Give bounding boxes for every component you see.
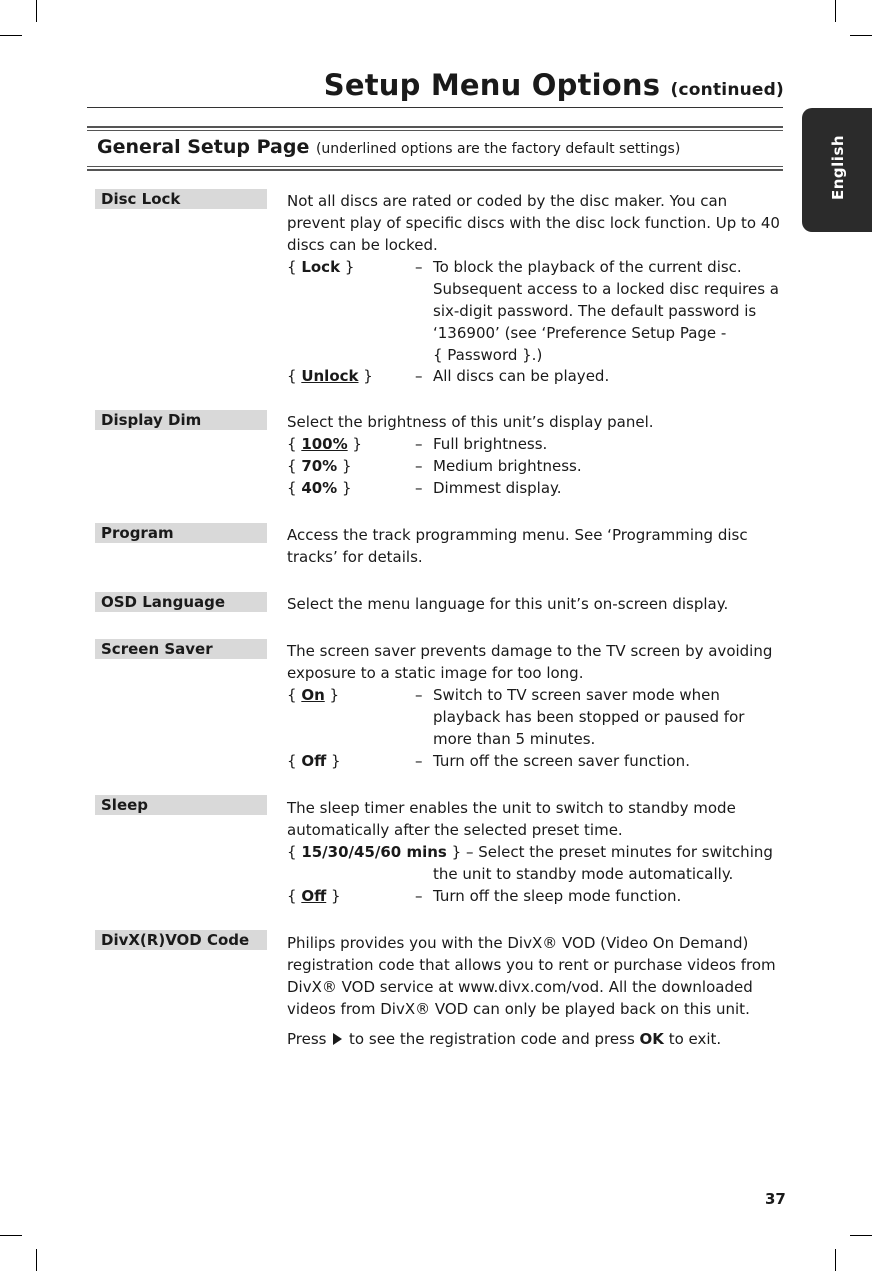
unlock-option: { Unlock } (287, 367, 373, 385)
crop-mark (850, 1235, 872, 1236)
osd-language-label: OSD Language (95, 592, 267, 612)
unlock-desc: All discs can be played. (433, 367, 610, 385)
crop-mark (0, 35, 22, 36)
screen-saver-intro-2: exposure to a static image for too long. (287, 664, 584, 682)
sleep-intro-2: automatically after the selected preset time. (287, 821, 623, 839)
sleep-label: Sleep (95, 795, 267, 815)
screen-saver-on-option: { On } (287, 686, 340, 704)
language-tab (802, 108, 872, 232)
lock-desc-5: { Password }.) (433, 346, 543, 364)
lock-desc-1: To block the playback of the current disc. (433, 258, 742, 276)
lock-desc-2: Subsequent access to a locked disc requires a (433, 280, 779, 298)
page-title: Setup Menu Options (continued) (323, 68, 784, 102)
divx-intro-2: registration code that allows you to rent or purchase videos from (287, 956, 776, 974)
screen-saver-label: Screen Saver (95, 639, 267, 659)
dash: – (415, 887, 423, 905)
disc-lock-intro-3: discs can be locked. (287, 236, 438, 254)
disc-lock-intro-1: Not all discs are rated or coded by the disc maker. You can (287, 192, 728, 210)
dim-100-option: { 100% } (287, 435, 362, 453)
program-intro-1: Access the track programming menu. See ‘Programming disc (287, 526, 748, 544)
dash: – (415, 752, 423, 770)
dim-40-option: { 40% } (287, 479, 352, 497)
crop-mark (850, 35, 872, 36)
crop-mark (0, 1235, 22, 1236)
crop-mark (835, 0, 836, 22)
lock-desc-4: ‘136900’ (see ‘Preference Setup Page - (433, 324, 727, 342)
dim-70-desc: Medium brightness. (433, 457, 582, 475)
dash: – (415, 258, 423, 276)
divx-press-line: Press to see the registration code and press OK to exit. (287, 1030, 722, 1048)
screen-saver-off-option: { Off } (287, 752, 341, 770)
dash: – (415, 435, 423, 453)
language-tab-label: English (829, 134, 847, 200)
program-label: Program (95, 523, 267, 543)
sleep-off-option: { Off } (287, 887, 341, 905)
program-intro-2: tracks’ for details. (287, 548, 423, 566)
dash: – (415, 457, 423, 475)
disc-lock-intro-2: prevent play of specific discs with the disc lock function. Up to 40 (287, 214, 780, 232)
crop-mark (36, 1249, 37, 1271)
screen-saver-on-desc-2: playback has been stopped or paused for (433, 708, 745, 726)
sleep-mins-option: { 15/30/45/60 mins } – Select the preset minutes for switching (287, 843, 773, 861)
section-rule-top-thin (87, 130, 783, 131)
crop-mark (36, 0, 37, 22)
section-title: General Setup Page (underlined options are the factory default settings) (97, 136, 681, 158)
title-rule (87, 107, 783, 108)
play-right-icon (333, 1033, 342, 1045)
lock-option: { Lock } (287, 258, 355, 276)
screen-saver-on-desc-1: Switch to TV screen saver mode when (433, 686, 720, 704)
screen-saver-intro-1: The screen saver prevents damage to the TV screen by avoiding (287, 642, 773, 660)
sleep-mins-desc-2: the unit to standby mode automatically. (433, 865, 734, 883)
divx-vod-label: DivX(R)VOD Code (95, 930, 267, 950)
divx-intro-1: Philips provides you with the DivX® VOD (Video On Demand) (287, 934, 749, 952)
dim-40-desc: Dimmest display. (433, 479, 562, 497)
osd-language-intro: Select the menu language for this unit’s on-screen display. (287, 595, 729, 613)
disc-lock-label: Disc Lock (95, 189, 267, 209)
section-rule-bottom (87, 169, 783, 171)
divx-intro-4: videos from DivX® VOD can only be played back on this unit. (287, 1000, 750, 1018)
screen-saver-off-desc: Turn off the screen saver function. (433, 752, 690, 770)
dim-70-option: { 70% } (287, 457, 352, 475)
lock-desc-3: six-digit password. The default password is (433, 302, 757, 320)
screen-saver-on-desc-3: more than 5 minutes. (433, 730, 596, 748)
divx-intro-3: DivX® VOD service at www.divx.com/vod. All the downloaded (287, 978, 753, 996)
dash: – (415, 479, 423, 497)
dim-100-desc: Full brightness. (433, 435, 548, 453)
section-rule-top (87, 126, 783, 128)
display-dim-intro: Select the brightness of this unit’s display panel. (287, 413, 654, 431)
dash: – (415, 686, 423, 704)
crop-mark (835, 1249, 836, 1271)
continued-label: (continued) (670, 80, 784, 100)
sleep-intro-1: The sleep timer enables the unit to switch to standby mode (287, 799, 736, 817)
dash: – (415, 367, 423, 385)
page-number: 37 (765, 1190, 786, 1208)
section-subtitle: (underlined options are the factory default settings) (315, 141, 681, 157)
sleep-off-desc: Turn off the sleep mode function. (433, 887, 682, 905)
section-rule-bottom-thin (87, 166, 783, 167)
display-dim-label: Display Dim (95, 410, 267, 430)
